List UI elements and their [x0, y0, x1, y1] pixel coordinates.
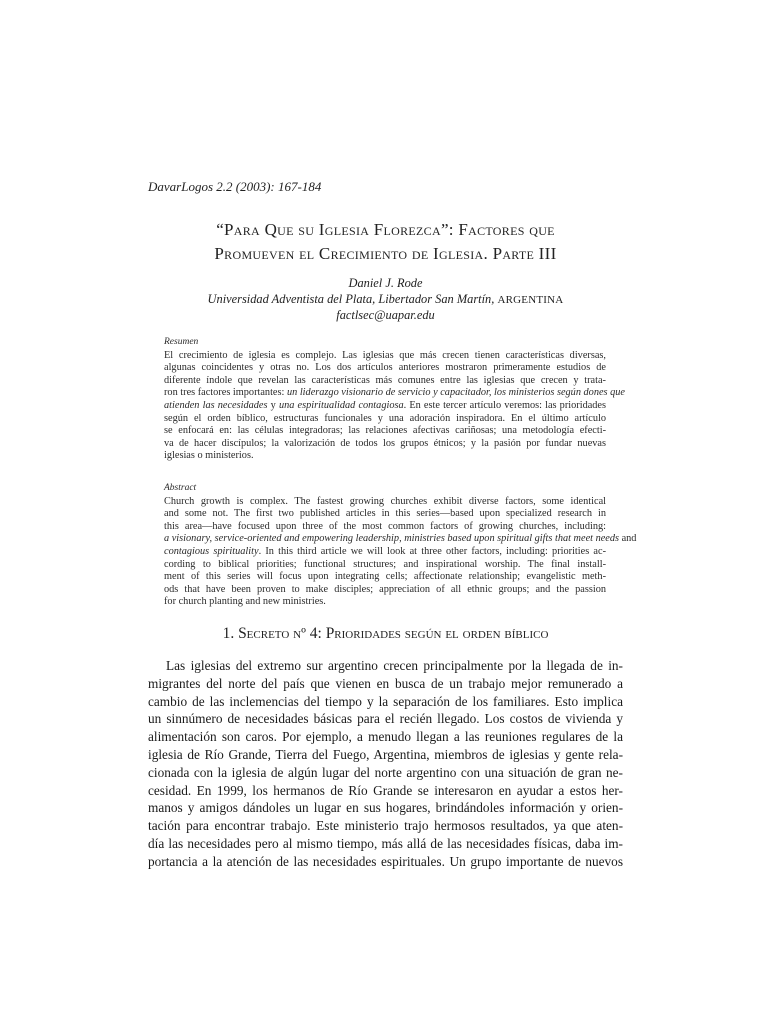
- text-line: [164, 438, 606, 451]
- text-line: [164, 521, 606, 534]
- text-line: [164, 496, 606, 509]
- abstract-block: [164, 482, 637, 609]
- text-line: [148, 799, 623, 817]
- line-text: Church growth is complex. The fastest growing churches exhibit diverse factors, some identical: [164, 495, 606, 507]
- journal-reference: DavarLogos 2.2 (2003): 167-184: [148, 179, 322, 194]
- text-line: [164, 425, 606, 438]
- text-line: [164, 584, 606, 597]
- line-text: iglesia de Río Grande, Tierra del Fuego, Argentina, miembros de iglesias y gente rela-: [148, 746, 623, 762]
- abstract-label: Abstract: [164, 483, 197, 493]
- text-line: [148, 675, 623, 693]
- text-line: [148, 782, 623, 800]
- text-line: [164, 375, 606, 388]
- text-line: [164, 400, 606, 413]
- text-line: [164, 350, 606, 363]
- text-line: [164, 387, 626, 400]
- line-text: for church planting and new ministries.: [164, 596, 326, 608]
- line-text: un sinnúmero de necesidades básicas para el recién llegado. Los costos de vivienda y: [148, 711, 623, 727]
- author-affiliation: Universidad Adventista del Plata, Libertador San Martín,: [207, 291, 495, 306]
- line-text: Las iglesias del extremo sur argentino crecen principalmente por la llegada de in-: [166, 658, 623, 673]
- line-text: . In this third article we will look at three other factors, including: priorities ac-: [258, 545, 606, 557]
- author-name: Daniel J. Rode: [348, 276, 423, 290]
- line-text: alimentación son caros. Por ejemplo, a menudo llegan a las reuniones regulares de la: [148, 729, 623, 745]
- emphasis-text: a visionary, service-oriented and empowering leadership, ministries based upon spiritual gifts that meet needs: [164, 533, 620, 545]
- author-block: [148, 276, 623, 324]
- line-text: algunas coincidentes y otras no. Los dos artículos anteriores mostraron primeramente estudios de: [164, 362, 606, 374]
- text-line: [164, 546, 606, 559]
- line-text: ron tres factores importantes:: [164, 387, 287, 399]
- emphasis-text: contagious spirituality: [164, 545, 259, 557]
- text-line: [148, 835, 623, 853]
- line-text: según el orden bíblico, estructuras funcionales y una adoración inspiradora. En el último artículo: [164, 412, 606, 424]
- line-text: cesidad. En 1999, los hermanos de Río Grande se interesaron en ayudar a estos her-: [148, 782, 623, 798]
- text-line: [164, 533, 637, 546]
- title-line-1: “Para Que su Iglesia Florezca”: Factores que: [216, 220, 555, 239]
- text-line: [164, 596, 606, 609]
- text-line: [148, 710, 623, 728]
- author-country: ARGENTINA: [497, 293, 564, 306]
- author-email: factlsec@uapar.edu: [336, 308, 435, 322]
- text-line: [148, 746, 623, 764]
- line-text: manos y amigos dándoles un lugar en sus hogares, brindándoles información y orien-: [148, 800, 623, 816]
- line-text: y: [267, 399, 279, 411]
- text-line: [164, 559, 606, 572]
- line-text: and: [619, 533, 637, 545]
- text-line: [148, 817, 623, 835]
- title-line-2: Promueven el Crecimiento de Iglesia. Parte III: [214, 244, 557, 263]
- text-line: [148, 728, 623, 746]
- text-line: [148, 657, 623, 675]
- line-text: diferente índole que revelan las características más comunes entre las iglesias que crecen y trata-: [164, 374, 606, 386]
- emphasis-text: atienden las necesidades: [164, 399, 268, 411]
- text-line: [164, 508, 606, 521]
- abstract-text: [164, 495, 637, 609]
- line-text: and some not. The first two published articles in this series—based upon specialized research in: [164, 508, 606, 520]
- line-text: ment of this series will focus upon integrating cells; affectionate relationship; evangelistic meth-: [164, 571, 606, 583]
- line-text: día las necesidades pero al mismo tiempo, más allá de las necesidades físicas, daba im-: [148, 835, 623, 851]
- line-text: se enfocará en: las células integradoras; las relaciones afectivas cariñosas; una metodología efecti-: [164, 425, 606, 437]
- section-heading: 1. Secreto nº 4: Prioridades según el orden bíblico: [222, 625, 549, 642]
- text-line: [164, 362, 606, 375]
- article-title: [148, 218, 623, 266]
- text-line: [148, 764, 623, 782]
- emphasis-text: una espiritualidad contagiosa: [278, 399, 404, 411]
- line-text: cionada con la iglesia de algún lugar del norte argentino con una situación de gran ne-: [148, 764, 623, 780]
- resumen-block: [164, 336, 626, 463]
- text-line: [148, 693, 623, 711]
- emphasis-text: un liderazgo visionario de servicio y capacitador, los ministerios según dones que: [286, 387, 626, 399]
- line-text: El crecimiento de iglesia es complejo. Las iglesias que más crecen tienen características diversas,: [164, 349, 606, 361]
- line-text: this area—have focused upon three of the most common factors of growing churches, including:: [164, 520, 606, 532]
- line-text: ods that have been proven to make disciples; appreciation of all ethnic groups; and the passion: [164, 583, 606, 595]
- line-text: migrantes del norte del país que vienen en busca de un trabajo mejor remunerado a: [148, 675, 623, 691]
- line-text: cambio de las inclemencias del tiempo y la separación de los familiares. Esto implica: [148, 693, 623, 709]
- line-text: cording to biblical priorities; functional structures; and inspirational worship. The final install-: [164, 558, 606, 570]
- text-line: [164, 571, 606, 584]
- resumen-text: [164, 349, 626, 463]
- text-line: [164, 450, 606, 463]
- line-text: portancia a la atención de las necesidades espirituales. Un grupo importante de nuevos: [148, 853, 623, 869]
- line-text: . En este tercer artículo veremos: las prioridades: [403, 399, 607, 411]
- line-text: va de hacer discípulos; la valorización de todos los grupos étnicos; y la pasión por fundar nuevas: [164, 437, 606, 449]
- text-line: [148, 853, 623, 871]
- resumen-label: Resumen: [164, 337, 199, 347]
- line-text: iglesias o ministerios.: [164, 450, 254, 462]
- author-affiliation-line: [148, 292, 623, 309]
- body-text: [148, 657, 623, 871]
- text-line: [164, 413, 606, 426]
- line-text: tación para encontrar trabajo. Este ministerio trajo hermosos resultados, ya que aten-: [148, 818, 623, 834]
